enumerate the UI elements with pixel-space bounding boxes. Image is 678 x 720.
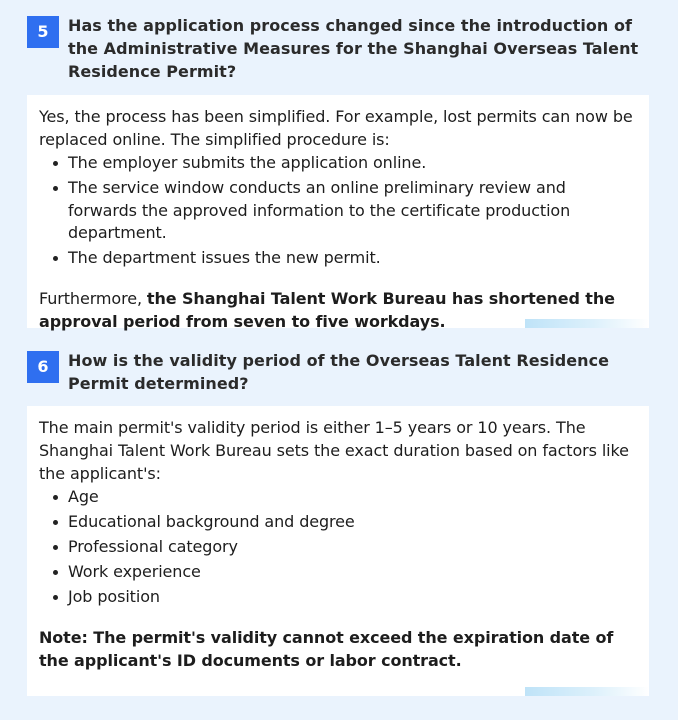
question-number-badge: 5 bbox=[27, 16, 59, 48]
answer-intro: The main permit's validity period is either 1–5 years or 10 years. The Shanghai Talent Work Bureau sets the exact duration based on factors like the applicant's: bbox=[39, 418, 629, 483]
question-header bbox=[27, 349, 649, 395]
procedure-steps-list bbox=[39, 152, 635, 270]
list-item: The employer submits the application online. bbox=[68, 152, 635, 175]
answer-intro: Yes, the process has been simplified. For example, lost permits can now be replaced online. The simplified procedure is: bbox=[39, 107, 633, 149]
decorative-gradient-bar bbox=[525, 319, 649, 328]
list-item: The department issues the new permit. bbox=[68, 247, 635, 270]
question-title: Has the application process changed since the introduction of the Administrative Measures for the Shanghai Overseas Talent Residence Permit? bbox=[68, 16, 639, 81]
validity-factors-list bbox=[39, 486, 635, 609]
answer-card bbox=[27, 95, 649, 331]
qa-section-6 bbox=[27, 349, 649, 696]
closing-emphasis: the Shanghai Talent Work Bureau has shortened the approval period from seven to five workdays. bbox=[39, 288, 615, 331]
list-item: Job position bbox=[68, 586, 635, 609]
question-header bbox=[27, 14, 649, 83]
question-title: How is the validity period of the Overseas Talent Residence Permit determined? bbox=[68, 351, 610, 393]
answer-card bbox=[27, 406, 649, 696]
closing-prefix: Furthermore, bbox=[39, 288, 147, 308]
list-item: Age bbox=[68, 486, 635, 509]
question-number-badge: 6 bbox=[27, 351, 59, 383]
list-item: The service window conducts an online preliminary review and forwards the approved information to the certificate production department. bbox=[68, 177, 635, 245]
list-item: Educational background and degree bbox=[68, 511, 635, 534]
list-item: Work experience bbox=[68, 561, 635, 584]
decorative-gradient-bar bbox=[525, 687, 649, 696]
qa-section-5 bbox=[27, 14, 649, 331]
list-item: Professional category bbox=[68, 536, 635, 559]
answer-note: Note: The permit's validity cannot exceed the expiration date of the applicant's ID documents or labor contract. bbox=[39, 627, 614, 670]
